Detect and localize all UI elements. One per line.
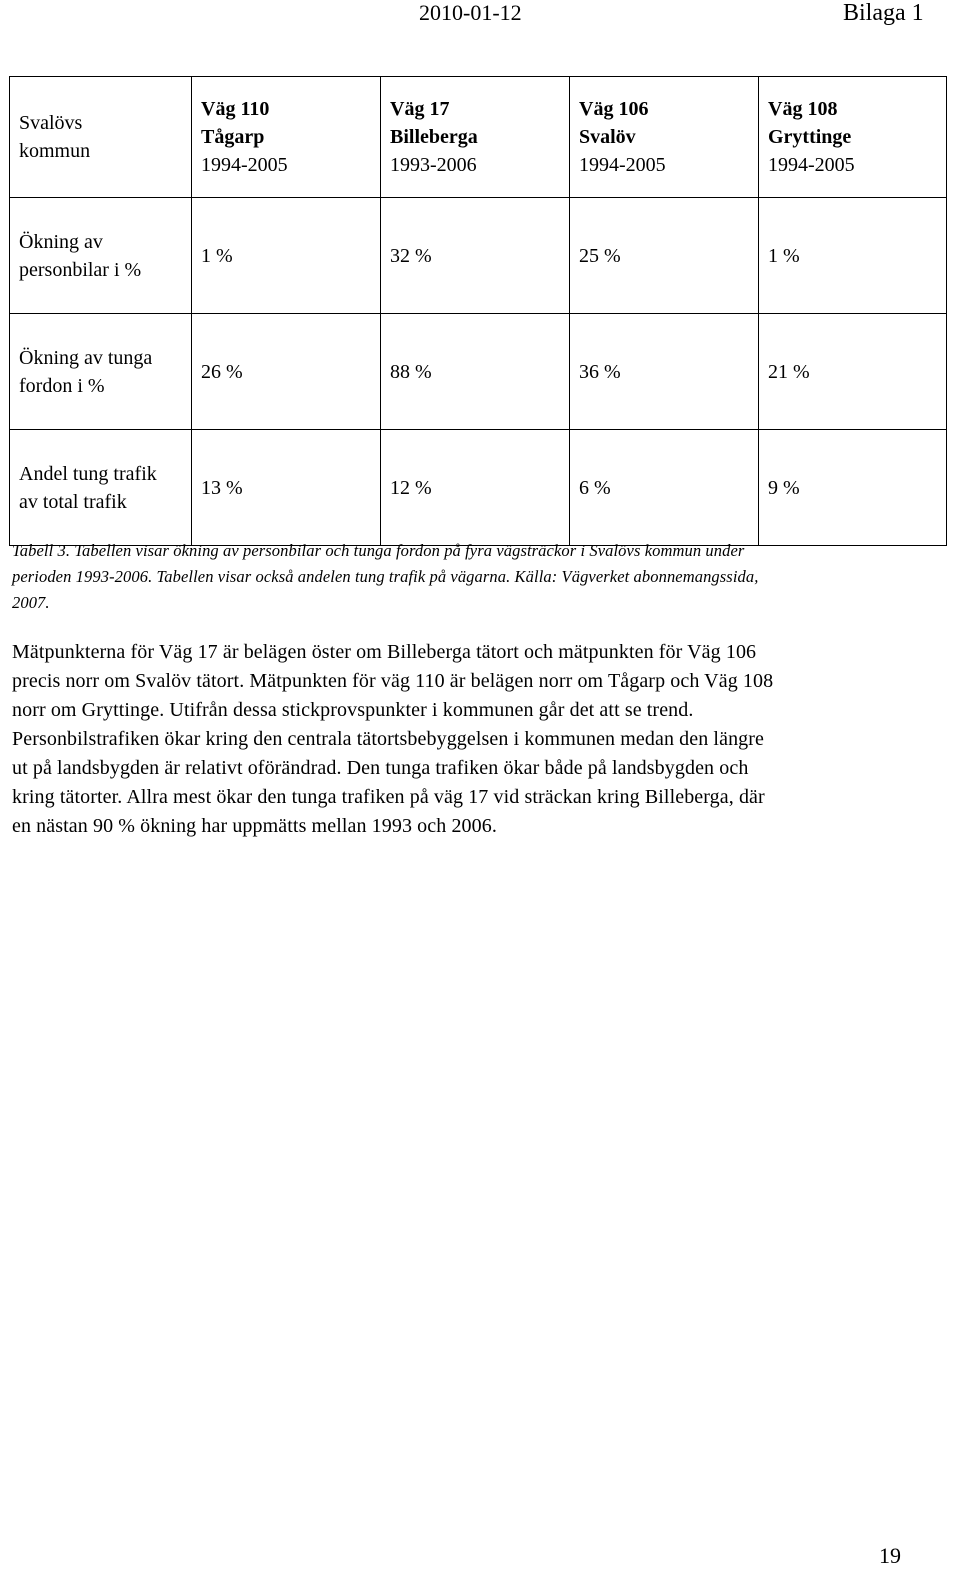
table-corner-cell <box>10 77 192 198</box>
column-period: 1993-2006 <box>390 154 477 176</box>
row-label <box>10 430 192 546</box>
table-cell: 88 % <box>381 314 570 430</box>
paragraph-line: ut på landsbygden är relativt oförändrad. Den tunga trafiken ökar både på landsbygden och <box>12 757 749 779</box>
paragraph-line: Personbilstrafiken ökar kring den centrala tätortsbebyggelsen i kommunen medan den längre <box>12 728 765 750</box>
row-label <box>10 198 192 314</box>
table-cell: 9 % <box>759 430 947 546</box>
column-period: 1994-2005 <box>201 154 288 176</box>
table-cell: 36 % <box>570 314 759 430</box>
column-road: Väg 110 <box>201 98 270 120</box>
column-place: Gryttinge <box>768 126 852 148</box>
row-label <box>10 314 192 430</box>
column-header <box>381 77 570 198</box>
column-road: Väg 108 <box>768 98 838 120</box>
column-road: Väg 17 <box>390 98 450 120</box>
paragraph-line: norr om Gryttinge. Utifrån dessa stickprovspunkter i kommunen går det att se trend. <box>12 699 694 721</box>
row-label-line1: Andel tung trafik <box>19 462 157 485</box>
table-cell: 12 % <box>381 430 570 546</box>
column-header <box>192 77 381 198</box>
paragraph-line: kring tätorter. Allra mest ökar den tunga trafiken på väg 17 vid sträckan kring Billeberga, där <box>12 786 765 808</box>
caption-line: perioden 1993-2006. Tabellen visar också andelen tung trafik på vägarna. Källa: Vägverket abonnemangssida, <box>12 567 759 586</box>
paragraph-line: en nästan 90 % ökning har uppmätts mellan 1993 och 2006. <box>12 815 497 837</box>
traffic-table <box>9 76 947 546</box>
row-label-line1: Ökning av <box>19 230 103 253</box>
caption-line: 2007. <box>12 593 50 612</box>
column-period: 1994-2005 <box>768 154 855 176</box>
table-cell: 13 % <box>192 430 381 546</box>
column-header <box>759 77 947 198</box>
table-cell: 25 % <box>570 198 759 314</box>
header-date: 2010-01-12 <box>419 0 522 25</box>
table-cell: 26 % <box>192 314 381 430</box>
column-road: Väg 106 <box>579 98 649 120</box>
row-label-line2: fordon i % <box>19 374 105 397</box>
paragraph-line: precis norr om Svalöv tätort. Mätpunkten för väg 110 är belägen norr om Tågarp och Väg 108 <box>12 670 774 692</box>
table-row <box>10 430 947 546</box>
corner-line1: Svalövs <box>19 112 83 134</box>
table-row <box>10 198 947 314</box>
column-header <box>570 77 759 198</box>
table-header-row <box>10 77 947 198</box>
column-period: 1994-2005 <box>579 154 666 176</box>
row-label-line2: personbilar i % <box>19 258 142 281</box>
table-cell: 6 % <box>570 430 759 546</box>
table-cell: 21 % <box>759 314 947 430</box>
paragraph-line: Mätpunkterna för Väg 17 är belägen öster om Billeberga tätort och mätpunkten för Väg 106 <box>12 641 757 663</box>
table-cell: 32 % <box>381 198 570 314</box>
page-number: 19 <box>879 1543 901 1568</box>
table-cell: 1 % <box>192 198 381 314</box>
column-place: Tågarp <box>201 126 265 148</box>
table-row <box>10 314 947 430</box>
caption-line: Tabell 3. Tabellen visar ökning av personbilar och tunga fordon på fyra vägsträckor i Svalövs kommun under <box>12 541 745 560</box>
header-appendix: Bilaga 1 <box>843 0 924 26</box>
corner-line2: kommun <box>19 140 91 162</box>
row-label-line2: av total trafik <box>19 490 127 513</box>
table-caption <box>12 538 942 616</box>
row-label-line1: Ökning av tunga <box>19 346 153 369</box>
column-place: Billeberga <box>390 126 478 148</box>
body-paragraph <box>12 638 947 841</box>
table-cell: 1 % <box>759 198 947 314</box>
column-place: Svalöv <box>579 126 636 148</box>
